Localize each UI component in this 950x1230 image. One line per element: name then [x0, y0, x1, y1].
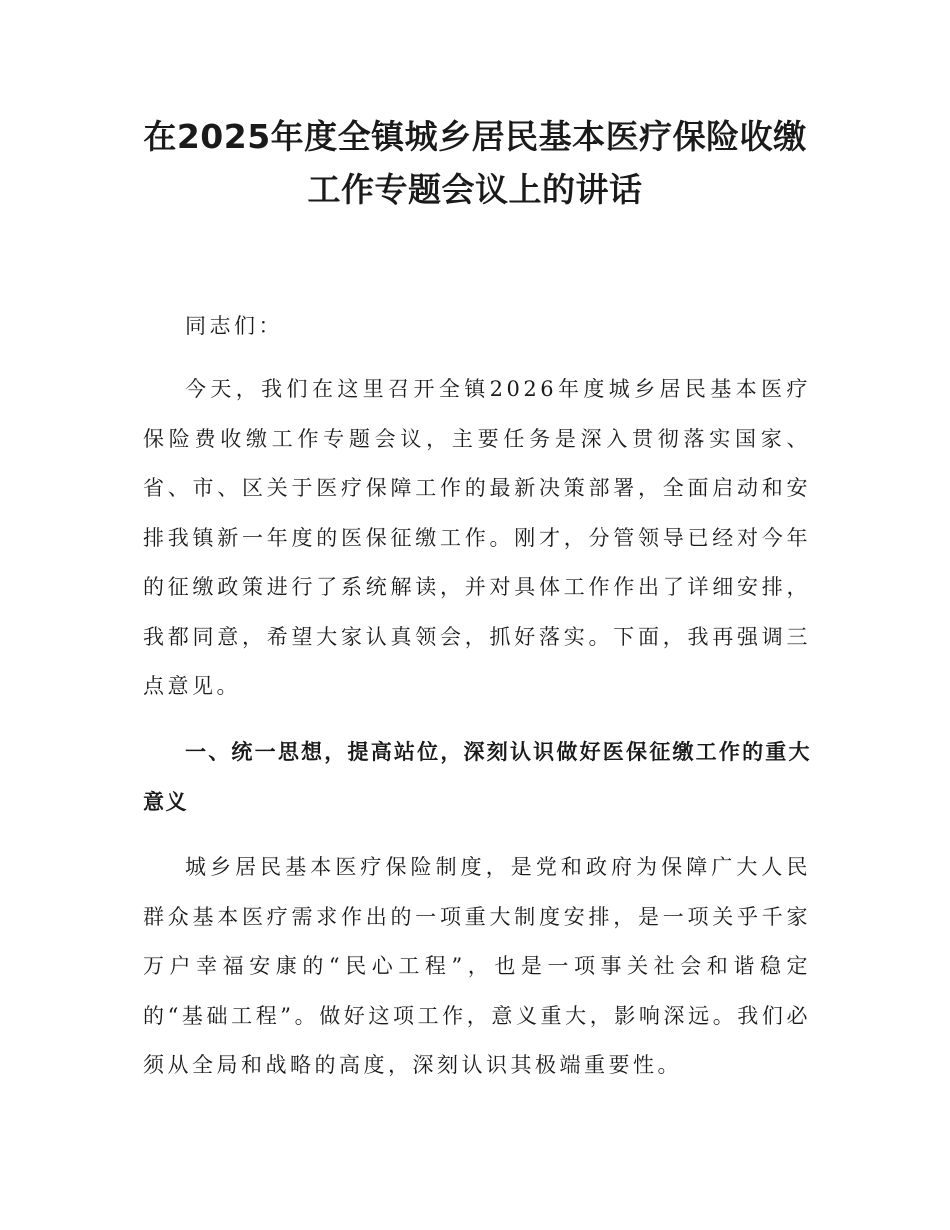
title-line-2: 工作专题会议上的讲话: [307, 170, 643, 209]
paragraph-opening: [143, 365, 811, 712]
document-title: [100, 110, 850, 216]
title-line-1: 在2025年度全镇城乡居民基本医疗保险收缴: [143, 117, 807, 156]
salutation-text: 同志们：: [185, 314, 283, 338]
salutation: [143, 302, 811, 352]
section-heading-text: 一、统一思想，提高站位，深刻认识做好医保征缴工作的重大意义: [143, 740, 811, 814]
paragraph-text: 城乡居民基本医疗保险制度，是党和政府为保障广大人民群众基本医疗需求作出的一项重大制度安排，是一项关乎千家万户幸福安康的“民心工程”，也是一项事关社会和谐稳定的“基础工程”。做好这项工作，意义重大，影响深远。我们必须从全局和战略的高度，深刻认识其极端重要性。: [143, 855, 811, 1077]
paragraph-section-1: [143, 843, 811, 1091]
paragraph-text: 今天，我们在这里召开全镇2026年度城乡居民基本医疗保险费收缴工作专题会议，主要任务是深入贯彻落实国家、省、市、区关于医疗保障工作的最新决策部署，全面启动和安排我镇新一年度的医保征缴工作。刚才，分管领导已经对今年的征缴政策进行了系统解读，并对具体工作作出了详细安排，我都同意，希望大家认真领会，抓好落实。下面，我再强调三点意见。: [143, 377, 811, 698]
section-heading-1: [143, 728, 811, 827]
